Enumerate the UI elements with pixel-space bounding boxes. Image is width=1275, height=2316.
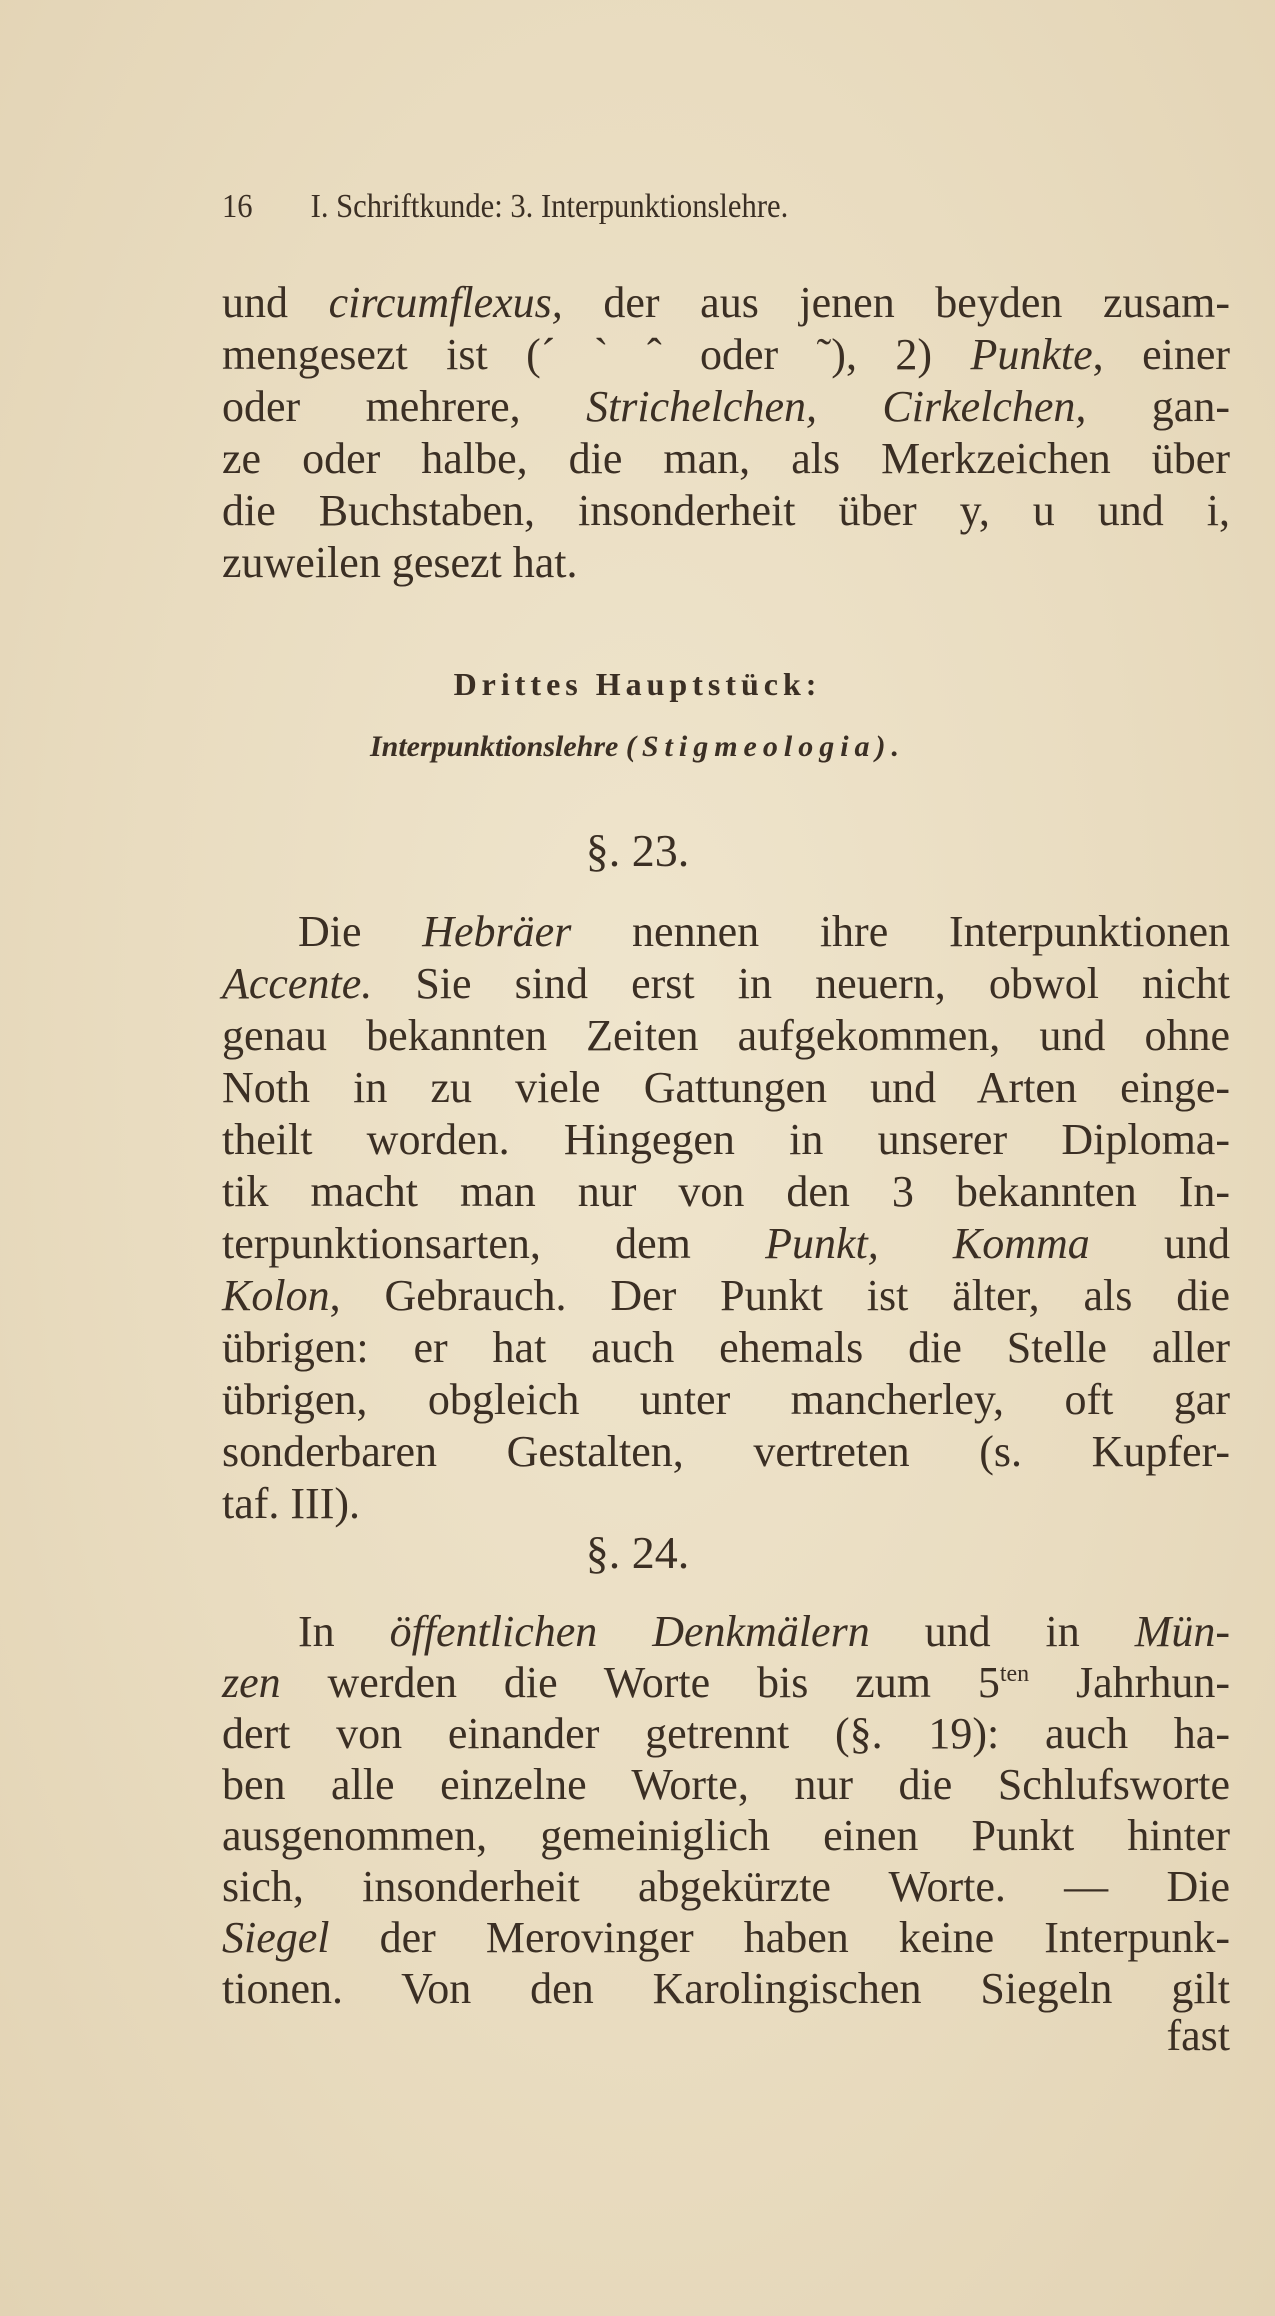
text-segment: ze oder halbe, die man, als Merkzeichen über	[222, 434, 1230, 483]
italic-text: Punkt,	[765, 1219, 879, 1268]
text-line	[222, 1963, 1230, 2014]
text-line	[222, 1166, 1230, 1218]
italic-text: Strichelchen, Cirkelchen,	[586, 382, 1087, 431]
chapter-subtitle-main: Interpunktionslehre	[369, 730, 626, 763]
italic-text: circumflexus,	[328, 278, 563, 327]
text-segment: mengesezt ist (´ ` ˆ oder ˜), 2)	[222, 330, 971, 379]
text-segment: und	[1089, 1219, 1231, 1268]
text-line	[222, 1606, 1230, 1657]
text-segment: terpunktionsarten, dem	[222, 1219, 766, 1268]
chapter-heading: Drittes Hauptstück:	[453, 666, 822, 702]
text-line	[222, 329, 1230, 381]
text-line	[222, 1426, 1230, 1478]
text-line	[222, 433, 1230, 485]
text-segment: oder mehrere,	[222, 382, 587, 431]
italic-text: zen	[222, 1658, 281, 1707]
text-segment: der Merovinger haben keine Interpunk-	[329, 1913, 1230, 1962]
text-line	[222, 1810, 1230, 1861]
text-segment: nennen ihre Interpunktionen	[571, 907, 1230, 956]
text-line	[222, 1912, 1230, 1963]
superscript-text: ten	[999, 1661, 1030, 1687]
italic-text: Siegel	[222, 1913, 330, 1962]
section-23-paragraph	[222, 906, 1230, 1530]
text-segment: In	[298, 1607, 390, 1656]
text-segment: , einer	[1092, 330, 1231, 379]
text-line	[222, 1657, 1230, 1708]
text-segment: sonderbaren Gestalten, vertreten (s. Kupfer-	[222, 1427, 1230, 1476]
text-line	[222, 1708, 1230, 1759]
text-line	[222, 1062, 1230, 1114]
catchword: fast	[1166, 2011, 1230, 2060]
text-segment: sich, insonderheit abgekürzte Worte. — Die	[222, 1862, 1230, 1911]
section-23-title: §. 23.	[585, 825, 690, 876]
text-segment: die Buchstaben, insonderheit über y, u und i,	[222, 486, 1230, 535]
text-line	[222, 1478, 1230, 1530]
text-segment: ben alle einzelne Worte, nur die Schlufsworte	[222, 1760, 1230, 1809]
text-segment: ausgenommen, gemeiniglich einen Punkt hinter	[222, 1811, 1230, 1860]
text-segment: genau bekannten Zeiten aufgekommen, und ohne	[222, 1011, 1230, 1060]
text-segment: , Gebrauch. Der Punkt ist älter, als die	[329, 1271, 1230, 1320]
text-line	[222, 1759, 1230, 1810]
text-line	[222, 537, 1230, 589]
running-title: I. Schriftkunde: 3. Interpunktionslehre.	[310, 188, 789, 225]
italic-text: Kolon	[222, 1271, 330, 1320]
text-line	[222, 1322, 1230, 1374]
text-segment: und	[222, 278, 329, 327]
italic-text: Accente.	[222, 959, 373, 1008]
text-segment: taf. III).	[222, 1479, 361, 1528]
running-head	[222, 180, 788, 234]
text-segment: der aus jenen beyden zusam-	[562, 278, 1231, 327]
text-segment: gan-	[1086, 382, 1230, 431]
text-line	[222, 1010, 1230, 1062]
section-24-paragraph	[222, 1606, 1230, 2014]
text-line	[222, 381, 1230, 433]
text-line	[222, 1218, 1230, 1270]
text-line	[222, 1861, 1230, 1912]
section-24-title: §. 24.	[585, 1527, 690, 1578]
text-segment: tik macht man nur von den 3 bekannten In-	[222, 1167, 1230, 1216]
chapter-subtitle-latin: (Stigmeologia).	[625, 730, 906, 763]
chapter-subtitle	[0, 730, 1275, 764]
text-segment: und in	[869, 1607, 1135, 1656]
italic-text: Punkte	[970, 330, 1093, 379]
italic-text: Mün-	[1134, 1607, 1230, 1656]
italic-text: öffentlichen Denkmälern	[389, 1607, 870, 1656]
continued-paragraph	[222, 277, 1230, 589]
text-segment: Sie sind erst in neuern, obwol nicht	[372, 959, 1230, 1008]
text-segment: zuweilen gesezt hat.	[222, 538, 578, 587]
text-segment: übrigen, obgleich unter mancherley, oft gar	[222, 1375, 1230, 1424]
text-line	[222, 277, 1230, 329]
page-number: 16	[222, 188, 253, 225]
italic-text: Hebräer	[422, 907, 572, 956]
text-segment: tionen. Von den Karolingischen Siegeln gilt	[222, 1964, 1230, 2013]
text-line	[222, 1270, 1230, 1322]
text-segment: übrigen: er hat auch ehemals die Stelle aller	[222, 1323, 1230, 1372]
text-segment: dert von einander getrennt (§. 19): auch ha-	[222, 1709, 1230, 1758]
text-segment: Die	[298, 907, 423, 956]
text-line	[222, 1374, 1230, 1426]
text-segment: Noth in zu viele Gattungen und Arten einge-	[222, 1063, 1230, 1112]
text-line	[222, 1114, 1230, 1166]
text-segment	[879, 1219, 953, 1268]
text-line	[222, 485, 1230, 537]
text-line	[222, 906, 1230, 958]
text-segment: theilt worden. Hingegen in unserer Diploma-	[222, 1115, 1230, 1164]
text-segment: werden die Worte bis zum 5	[280, 1658, 1000, 1707]
italic-text: Komma	[952, 1219, 1090, 1268]
text-line	[222, 958, 1230, 1010]
text-segment: Jahrhun-	[1029, 1658, 1230, 1707]
